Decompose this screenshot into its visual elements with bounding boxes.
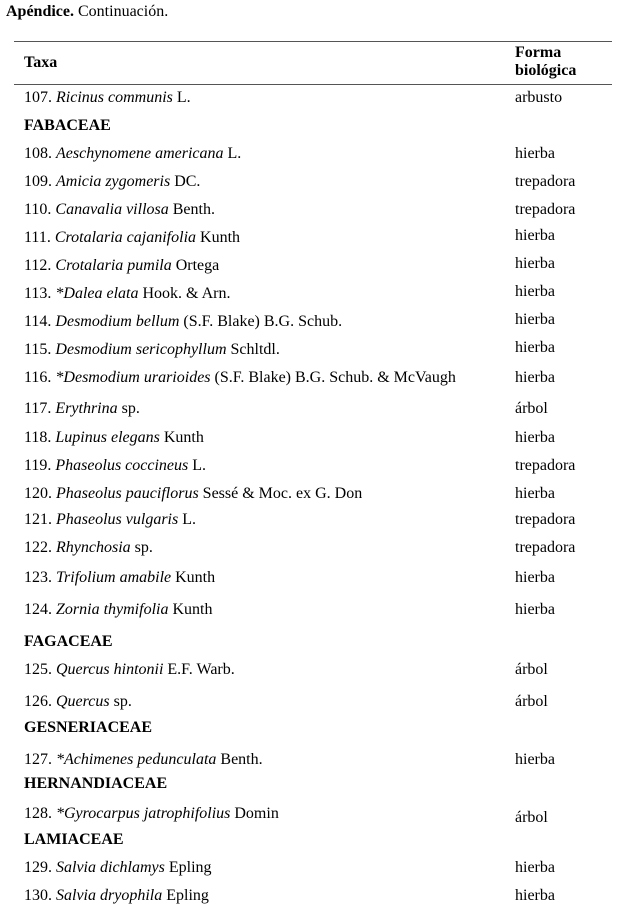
- table-row: [0, 368, 623, 388]
- forma-biologica-value: árbol: [515, 400, 548, 417]
- forma-biologica-value: trepadora: [515, 457, 576, 474]
- table-caption: [6, 2, 168, 22]
- taxon-number: 110.: [24, 201, 52, 218]
- taxon-name: [24, 340, 280, 360]
- taxon-author: (S.F. Blake) B.G. Schub.: [183, 313, 343, 330]
- taxon-genus-species: Phaseolus pauciflorus: [56, 485, 199, 502]
- taxon-name: [24, 200, 215, 220]
- forma-biologica-value: hierba: [515, 283, 555, 300]
- taxon-genus-species: Salvia dryophila: [56, 887, 163, 904]
- forma-biologica-value: trepadora: [515, 511, 576, 528]
- forma-biologica-value: hierba: [515, 311, 555, 328]
- forma-biologica-value: árbol: [515, 693, 548, 710]
- column-header-forma-line1: Forma: [515, 44, 562, 61]
- forma-biologica-value: trepadora: [515, 173, 576, 190]
- forma-biologica-value: árbol: [515, 809, 548, 826]
- taxon-number: 121.: [24, 511, 52, 528]
- forma-biologica-value: hierba: [515, 859, 555, 876]
- family-heading: LAMIACEAE: [24, 831, 124, 848]
- taxon-name: [24, 399, 140, 419]
- taxon-genus-species: Lupinus elegans: [55, 429, 160, 446]
- table-row: [0, 144, 623, 164]
- taxon-genus-species: Salvia dichlamys: [56, 859, 165, 876]
- taxon-number: 120.: [24, 485, 52, 502]
- taxon-genus-species: Rhynchosia: [56, 539, 131, 556]
- taxon-genus-species: Phaseolus vulgaris: [56, 511, 179, 528]
- table-row: [0, 660, 623, 680]
- taxon-number: 119.: [24, 457, 52, 474]
- forma-biologica-value: hierba: [515, 145, 555, 162]
- taxon-author: Kunth: [163, 429, 204, 446]
- table-row: [0, 256, 623, 276]
- taxon-author: Epling: [166, 887, 209, 904]
- taxon-number: 111.: [24, 229, 51, 246]
- taxon-genus-species: Desmodium sericophyllum: [55, 341, 227, 358]
- taxon-name: [24, 172, 200, 192]
- table-row: [0, 750, 623, 770]
- taxon-author: E.F. Warb.: [167, 661, 235, 678]
- taxon-author: Kunth: [200, 229, 241, 246]
- taxon-author: Benth.: [220, 751, 263, 768]
- taxon-genus-species: Phaseolus coccineus: [55, 457, 189, 474]
- table-row: [0, 858, 623, 878]
- taxon-genus-species: Amicia zygomeris: [56, 173, 171, 190]
- table-top-rule: [14, 41, 612, 42]
- column-header-forma-line2: biológica: [515, 62, 577, 79]
- taxon-genus-species: Erythrina: [55, 400, 118, 417]
- taxon-number: 113.: [24, 285, 52, 302]
- family-heading: FAGACEAE: [24, 633, 113, 650]
- table-row: [0, 804, 623, 824]
- forma-biologica-value: hierba: [515, 751, 555, 768]
- taxon-name: [24, 88, 191, 108]
- taxon-author: Ortega: [175, 257, 220, 274]
- taxon-genus-species: Desmodium bellum: [55, 313, 180, 330]
- taxon-name: [24, 456, 206, 476]
- taxon-author: sp.: [121, 400, 140, 417]
- taxon-author: Kunth: [175, 569, 216, 586]
- taxon-number: 126.: [24, 693, 52, 710]
- taxon-number: 127.: [24, 751, 52, 768]
- taxon-author: Kunth: [172, 601, 213, 618]
- taxon-number: 129.: [24, 859, 52, 876]
- taxon-name: [24, 886, 209, 906]
- column-header-forma-biologica: [515, 44, 576, 80]
- table-row: [0, 340, 623, 360]
- taxon-number: 122.: [24, 539, 52, 556]
- taxon-name: [24, 368, 456, 388]
- table-row: [0, 172, 623, 192]
- taxon-number: 123.: [24, 569, 52, 586]
- table-row: [0, 600, 623, 620]
- taxon-number: 130.: [24, 887, 52, 904]
- taxon-name: [24, 600, 212, 620]
- taxon-genus-species: *Dalea elata: [55, 285, 139, 302]
- taxon-author: DC.: [174, 173, 201, 190]
- taxon-author: sp.: [113, 693, 132, 710]
- forma-biologica-value: hierba: [515, 369, 555, 386]
- taxon-name: [24, 484, 362, 504]
- taxon-author: sp.: [134, 539, 153, 556]
- taxon-genus-species: Quercus: [56, 693, 110, 710]
- taxon-author: L.: [182, 511, 196, 528]
- taxon-author: Domin: [234, 805, 279, 822]
- taxon-number: 117.: [24, 400, 52, 417]
- forma-biologica-value: hierba: [515, 601, 555, 618]
- table-row: [0, 228, 623, 248]
- taxon-author: (S.F. Blake) B.G. Schub. & McVaugh: [214, 369, 456, 386]
- taxon-genus-species: Crotalaria cajanifolia: [54, 229, 197, 246]
- forma-biologica-value: hierba: [515, 255, 555, 272]
- caption-text: Continuación.: [78, 3, 169, 20]
- taxon-name: [24, 256, 219, 276]
- taxon-number: 124.: [24, 601, 52, 618]
- taxon-author: Sessé & Moc. ex G. Don: [202, 485, 363, 502]
- table-row: [0, 312, 623, 332]
- forma-biologica-value: árbol: [515, 661, 548, 678]
- taxon-number: 125.: [24, 661, 52, 678]
- taxon-number: 109.: [24, 173, 52, 190]
- taxon-name: [24, 312, 342, 332]
- forma-biologica-value: hierba: [515, 339, 555, 356]
- taxon-name: [24, 284, 231, 304]
- table-row: [0, 200, 623, 220]
- taxon-name: [24, 750, 263, 770]
- forma-biologica-value: hierba: [515, 429, 555, 446]
- forma-biologica-value: hierba: [515, 227, 555, 244]
- taxon-genus-species: Ricinus communis: [56, 89, 173, 106]
- table-row: [0, 428, 623, 448]
- table-row: [0, 284, 623, 304]
- table-header-rule: [14, 84, 612, 85]
- forma-biologica-value: hierba: [515, 887, 555, 904]
- table-row: [0, 399, 623, 419]
- taxon-number: 112.: [24, 257, 52, 274]
- taxon-name: [24, 804, 279, 824]
- forma-biologica-value: trepadora: [515, 201, 576, 218]
- taxon-number: 107.: [24, 89, 52, 106]
- taxon-name: [24, 538, 153, 558]
- taxon-name: [24, 428, 204, 448]
- family-heading: GESNERIACEAE: [24, 719, 153, 736]
- table-row: [0, 456, 623, 476]
- taxon-genus-species: Zornia thymifolia: [56, 601, 169, 618]
- taxon-genus-species: Crotalaria pumila: [55, 257, 172, 274]
- table-row: [0, 510, 623, 530]
- taxon-genus-species: Trifolium amabile: [56, 569, 172, 586]
- taxon-name: [24, 858, 212, 878]
- table-row: [0, 538, 623, 558]
- taxon-genus-species: *Gyrocarpus jatrophifolius: [56, 805, 231, 822]
- taxon-genus-species: Quercus hintonii: [56, 661, 164, 678]
- taxon-number: 116.: [24, 369, 52, 386]
- taxon-number: 118.: [24, 429, 52, 446]
- forma-biologica-value: hierba: [515, 485, 555, 502]
- taxon-genus-species: Aeschynomene americana: [56, 145, 224, 162]
- taxon-author: Benth.: [172, 201, 215, 218]
- taxon-name: [24, 228, 240, 248]
- table-row: [0, 692, 623, 712]
- taxon-author: Epling: [168, 859, 212, 876]
- taxon-name: [24, 660, 235, 680]
- taxon-author: L.: [227, 145, 242, 162]
- taxon-name: [24, 568, 215, 588]
- taxon-number: 114.: [24, 313, 52, 330]
- forma-biologica-value: arbusto: [515, 89, 563, 106]
- taxon-author: Hook. & Arn.: [142, 285, 231, 302]
- taxon-number: 108.: [24, 145, 52, 162]
- taxon-genus-species: Canavalia villosa: [55, 201, 169, 218]
- table-row: [0, 88, 623, 108]
- taxon-author: L.: [176, 89, 191, 106]
- taxon-author: Schltdl.: [230, 341, 280, 358]
- forma-biologica-value: hierba: [515, 569, 555, 586]
- taxon-author: L.: [192, 457, 207, 474]
- caption-label: Apéndice.: [6, 3, 74, 20]
- table-row: [0, 568, 623, 588]
- table-row: [0, 484, 623, 504]
- taxon-name: [24, 144, 241, 164]
- forma-biologica-value: trepadora: [515, 539, 576, 556]
- taxon-genus-species: *Desmodium urarioides: [55, 369, 211, 386]
- family-heading: FABACEAE: [24, 117, 111, 134]
- taxon-name: [24, 510, 196, 530]
- family-heading: HERNANDIACEAE: [24, 775, 168, 792]
- column-header-taxa: Taxa: [24, 54, 58, 71]
- table-row: [0, 886, 623, 906]
- taxon-name: [24, 692, 132, 712]
- taxon-number: 128.: [24, 805, 52, 822]
- taxon-number: 115.: [24, 341, 52, 358]
- taxon-genus-species: *Achimenes pedunculata: [56, 751, 217, 768]
